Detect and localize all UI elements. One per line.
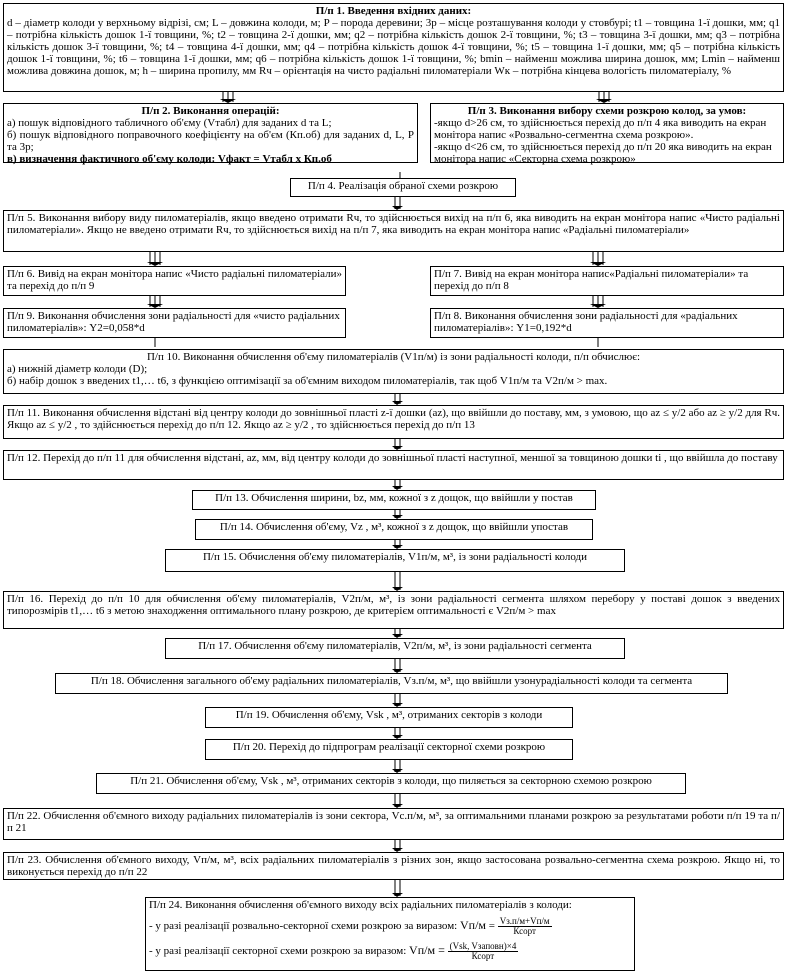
block-5-text: П/п 5. Виконання вибору виду пиломатеріалів, якщо введено отримати Rч, то здійснюється вихід на п/п 6, яка виводить на екран монітора напис «Чисто радіальні пиломатеріали». Якщо не введено отримати Rч, то здійснюється вихід на п/п 7, яка виводить на екран монітора напис «Радіальні пиломатеріали» [7,212,780,236]
block-24-title: П/п 24. Виконання обчислення об'ємного виходу всіх радіальних пиломатеріалів з колоди: [149,899,572,911]
block-3-line-2: -якщо d<26 см, то здійснюється перехід до п/п 20 яка виводить на екран монітора напис «Секторна схема розкрою» [434,141,772,165]
block-13-text: П/п 13. Обчислення ширини, bz, мм, кожної з z дощок, що ввійшли у постав [215,492,573,504]
block-19-text: П/п 19. Обчислення об'єму, Vsk , м³, отриманих секторів з колоди [235,709,543,721]
formula-1-denominator: Ксорт [513,926,536,936]
block-15-text: П/п 15. Обчислення об'єму пиломатеріалів, V1п/м, м³, із зони радіальності колоди [202,551,588,563]
block-7-text: П/п 7. Вивід на екран монітора напис«Радіальні пиломатеріали» та перехід до п/п 8 [434,268,749,292]
block-18-text: П/п 18. Обчислення загального об'єму радіальних пиломатеріалів, Vз.п/м, м³, що ввійшли узонурадіальності колоди та сегмента [90,675,693,687]
block-24 [145,897,635,971]
block-3-title: П/п 3. Виконання вибору схеми розкрою колод, за умов: [467,105,747,117]
block-19 [205,707,573,728]
block-1-text: d – діаметр колоди у верхньому відрізі, см; L – довжина колоди, м; P – порода деревини; 3р – місце розташування колоди у стовбурі; t1 – товщина 1-ї дошки, мм; q1 – потрібна кількість дошок 1-ї товщини, %; t2 – товщина 2-ї дошки, мм; q2 – потрібна кількість дошок 2-ї товщини, %; t3 – товщина 3-ї дошки, мм; q3 – потрібна кількість дошок 3-ї товщини, %; t4 – товщина 4-ї дошки, мм; q4 – потрібна кількість дошок 4-ї товщини, %; t5 – товщина 1-ї дошки, мм; q5 – потрібна кількість дошок 1-ї товщини, %; t6 – товщина 1-ї дошки, мм; q6 – потрібна кількість дошок 1-ї товщини, %; bmin – найменш можлива ширина дошок, мм; Lmin – найменш можлива довжина дошок, м; h – ширина пропилу, мм Rч – орієнтація на чисто радіальні пиломатеріали Wк – потрібна кінцева вологість пиломатеріалу, % [7,17,780,77]
block-10-title: П/п 10. Виконання обчислення об'єму пиломатеріалів (V1п/м) із зони радіальності колоди, п/п обчислює: [146,351,641,363]
block-10 [3,349,784,394]
formula-1-lhs: Vп/м [459,918,486,933]
block-15 [165,549,625,572]
block-14-text: П/п 14. Обчислення об'єму, Vz , м³, кожної з z дощок, що ввійшли упостав [219,521,569,533]
block-2-line-c: в) визначення фактичного об'єму колоди: Vфакт = Vтабл x Кп.об [7,153,332,165]
block-22-text: П/п 22. Обчислення об'ємного виходу радіальних пиломатеріалів із зони сектора, Vс.п/м, м³, за оптимальними планами розкрою за результатами роботи п/п 19 та п/п 21 [7,810,780,834]
formula-1-row: - у разі реалізації розвально-секторної схеми розкрою за виразом: Vп/м = $\frac{Vз.п/м+Vп/м}{\text{Ксорт}}$ [149,916,550,936]
block-12 [3,450,784,480]
block-scheme-choice [430,103,784,163]
block-23-text: П/п 23. Обчислення об'ємного виходу, Vп/м, м³, всіх радіальних пиломатеріалів з різних зон, якщо застосована розвально-сегментна схема розкрою. Якщо ні, то виконується перехід до п/п 22 [7,854,780,878]
block-9 [3,308,346,338]
block-14 [195,519,593,540]
block-7 [430,266,784,296]
formula-1-fraction [498,917,552,936]
block-13 [192,490,596,510]
block-10-line-b: б) набір дошок з введених t1,… t6, з функцією оптимізації за об'ємним виходом пиломатеріалів, так щоб V1п/м та V2п/м > max. [7,375,608,387]
block-operations [3,103,418,163]
block-6-text: П/п 6. Вивід на екран монітора напис «Чисто радіальні пиломатеріали» та перехід до п/п 9 [7,268,342,292]
block-21-text: П/п 21. Обчислення об'єму, Vsk , м³, отриманих секторів з колоди, що пиляється за секторною схемою розкрою [130,775,652,787]
block-22 [3,808,784,840]
block-4-text: П/п 4. Реалізація обраної схеми розкрою [307,180,499,192]
block-16-text: П/п 16. Перехід до п/п 10 для обчислення об'єму пиломатеріалів, V2п/м, м³, із зони радіальності сегмента шляхом перебору у поставі дошок з введених типорозмірів t1,… t6 з метою знаходження оптимального плану розкрою, де критерієм оптимальності є V2п/м > max [7,593,780,617]
block-8-text: П/п 8. Виконання обчислення зони радіальності для «радіальних пиломатеріалів»: Y1=0,192*d [434,310,738,334]
block-8 [430,308,784,338]
formula-2-fraction [448,942,519,961]
formula-2-denominator: Ксорт [471,951,495,961]
block-16 [3,591,784,629]
formula-1-numerator: Vз.п/м+Vп/м [499,916,550,926]
block-20-text: П/п 20. Перехід до підпрограм реалізації секторної схеми розкрою [232,741,546,753]
block-5 [3,210,784,252]
block-23 [3,852,784,880]
block-2-line-a: а) пошук відповідного табличного об'єму (Vтабл) для заданих d та L; [7,117,332,129]
formula-2-caption: - у разі реалізації секторної схеми розкрою за виразом: [149,945,407,958]
formula-2-lhs: Vп/м = [409,943,445,958]
block-input-data [3,3,784,92]
block-20 [205,739,573,760]
block-9-text: П/п 9. Виконання обчислення зони радіальності для «чисто радіальних пиломатеріалів»: Y2=0,058*d [7,310,340,334]
block-1-title: П/п 1. Введення вхідних даних: [315,5,472,17]
block-21 [96,773,686,794]
block-2-title: П/п 2. Виконання операцій: [141,105,280,117]
block-10-line-a: а) нижній діаметр колоди (D); [7,363,148,375]
formula-2-numerator: (Vsk, Vзаповн)×4 [449,941,517,951]
formula-2-row [149,942,631,961]
block-4 [290,178,516,197]
block-11-text: П/п 11. Виконання обчислення відстані від центру колоди до зовнішньої пласті z-ї дошки (az), що ввійшли до поставу, мм, з умовою, що az ≤ y/2 або az ≥ y/2 для Rч. Якщо az ≤ y/2 , то здійснюється перехід до п/п 12. Якщо az ≥ y/2 , то здійснюється перехід до п/п 13 [7,407,780,431]
block-2-line-b: б) пошук відповідного поправочного коефіцієнту на об'єм (Кп.об) для заданих d, L, P та 3р; [7,129,414,153]
formula-1-caption: - у разі реалізації розвально-секторної схеми розкрою за виразом: [149,920,458,933]
block-18 [55,673,728,694]
block-17 [165,638,625,659]
block-17-text: П/п 17. Обчислення об'єму пиломатеріалів, V2п/м, м³, із зони радіальності сегмента [198,640,592,652]
block-6 [3,266,346,296]
block-11 [3,405,784,439]
block-3-line-1: -якщо d>26 см, то здійснюється перехід до п/п 4 яка виводить на екран монітора напис «Розвально-сегментна схема розкрою». [434,117,767,141]
block-12-text: П/п 12. Перехід до п/п 11 для обчислення відстані, az, мм, від центру колоди до зовнішньої пласті наступної, меншої за товщиною дошки ti , що ввійшла до поставу [7,452,778,464]
